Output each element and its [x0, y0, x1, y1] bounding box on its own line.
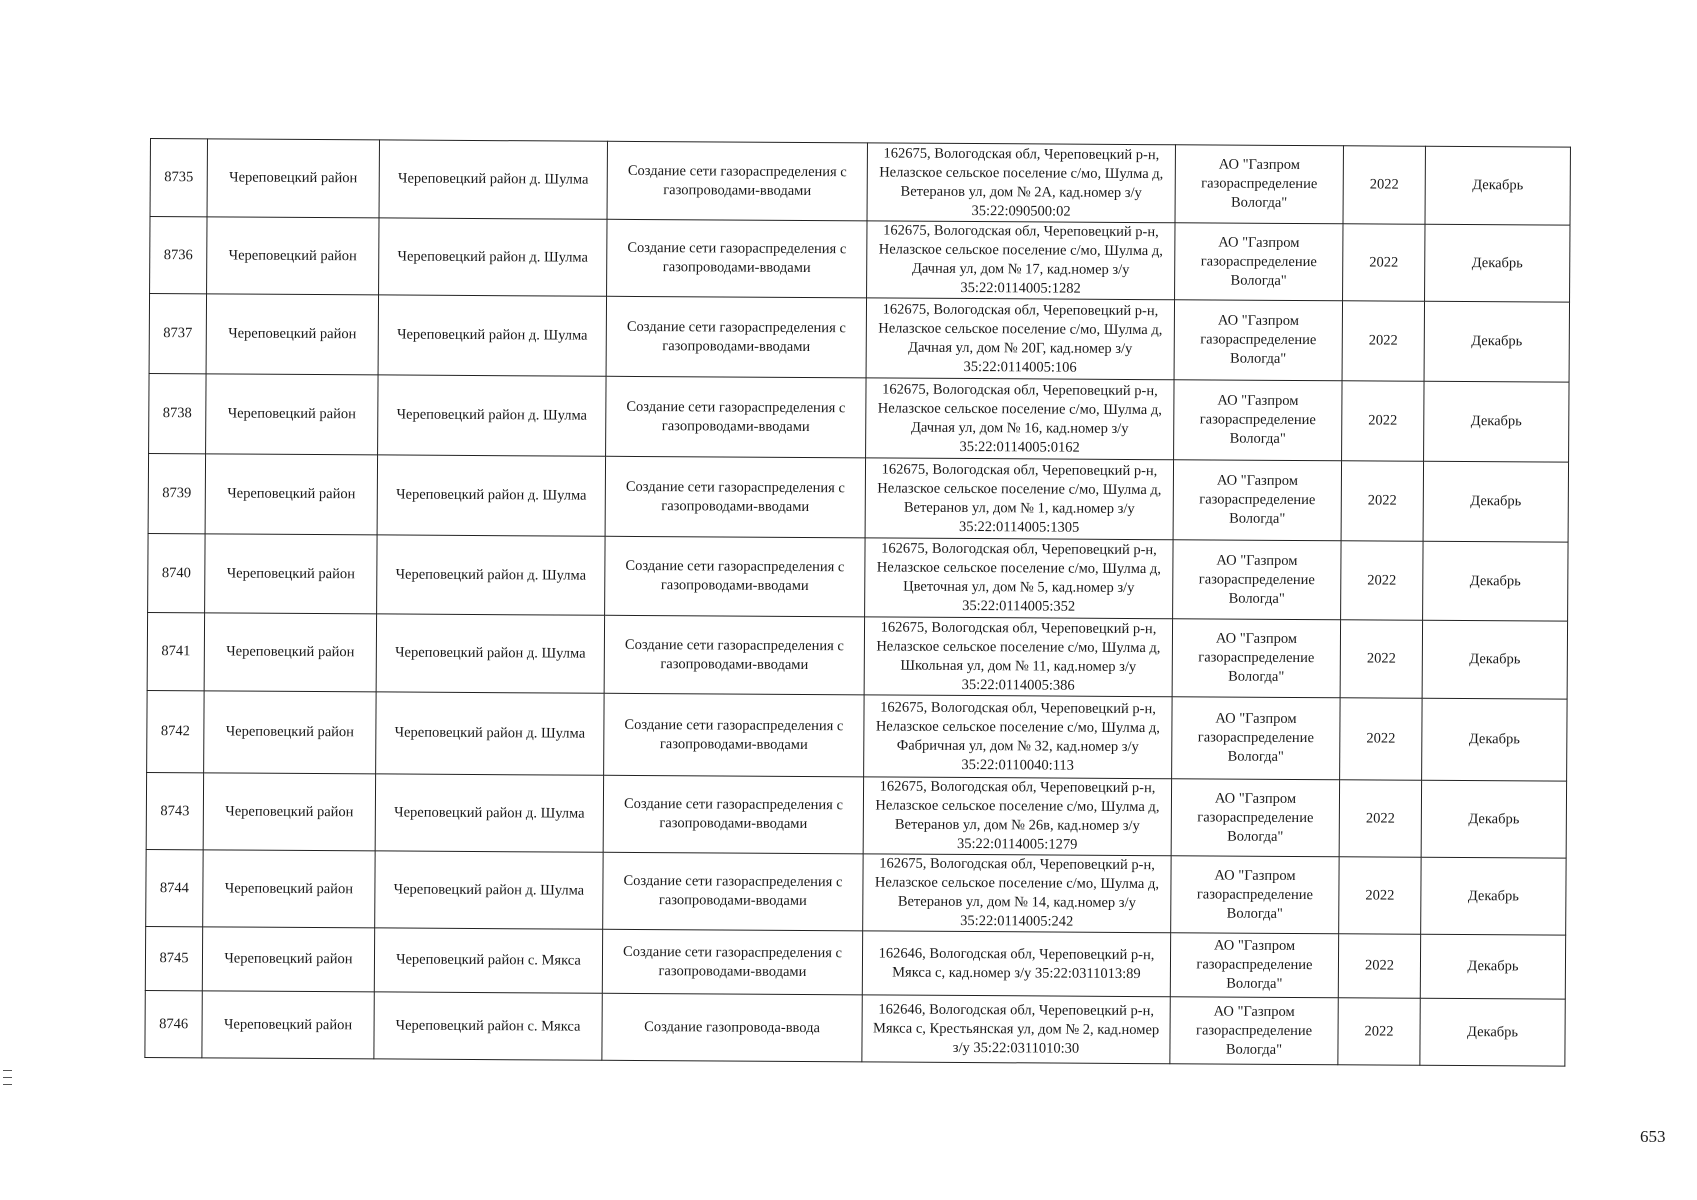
- month-cell: Декабрь: [1422, 620, 1567, 699]
- locality-cell: Череповецкий район д. Шулма: [378, 375, 606, 456]
- table-row: [149, 373, 1569, 462]
- organization-cell: АО "Газпром газораспределение Вологда": [1170, 997, 1338, 1065]
- work-type-cell: Создание сети газораспределения с газопроводами-вводами: [602, 929, 862, 995]
- row-number-cell: 8744: [146, 849, 203, 926]
- district-cell: Череповецкий район: [205, 454, 377, 535]
- work-type-cell: Создание сети газораспределения с газопроводами-вводами: [603, 852, 863, 931]
- month-cell: Декабрь: [1420, 934, 1565, 999]
- table-row: [149, 294, 1569, 383]
- address-cell: 162675, Вологодская обл, Череповецкий р-н, Нелазское сельское поселение с/мо, Шулма д, Дачная ул, дом № 17, кад.номер з/у 35:22:0114005:1282: [867, 221, 1175, 300]
- scan-margin-mark: [3, 1070, 13, 1100]
- district-cell: Череповецкий район: [203, 773, 375, 851]
- month-cell: Декабрь: [1420, 998, 1565, 1066]
- locality-cell: Череповецкий район д. Шулма: [378, 295, 606, 376]
- work-type-cell: Создание сети газораспределения с газопроводами-вводами: [603, 775, 863, 854]
- month-cell: Декабрь: [1425, 146, 1570, 225]
- table-row: [147, 612, 1567, 699]
- year-cell: 2022: [1341, 461, 1423, 541]
- locality-cell: Череповецкий район д. Шулма: [377, 535, 605, 615]
- month-cell: Декабрь: [1422, 698, 1567, 781]
- month-cell: Декабрь: [1421, 857, 1566, 935]
- row-number-cell: 8736: [150, 217, 207, 294]
- year-cell: 2022: [1343, 146, 1425, 224]
- row-number-cell: 8745: [145, 926, 202, 990]
- address-cell: 162675, Вологодская обл, Череповецкий р-н, Нелазское сельское поселение с/мо, Шулма д, Цветочная ул, дом № 5, кад.номер з/у 35:22:0114005:352: [865, 538, 1173, 619]
- address-cell: 162646, Вологодская обл, Череповецкий р-н, Мякса с, кад.номер з/у 35:22:0311013:89: [862, 931, 1170, 997]
- district-cell: Череповецкий район: [204, 691, 376, 774]
- address-cell: 162675, Вологодская обл, Череповецкий р-н, Нелазское сельское поселение с/мо, Шулма д, Школьная ул, дом № 11, кад.номер з/у 35:22:0114005:386: [864, 617, 1172, 697]
- month-cell: Декабрь: [1424, 301, 1569, 382]
- organization-cell: АО "Газпром газораспределение Вологда": [1173, 540, 1341, 620]
- locality-cell: Череповецкий район д. Шулма: [376, 692, 604, 775]
- organization-cell: АО "Газпром газораспределение Вологда": [1171, 856, 1339, 934]
- locality-cell: Череповецкий район с. Мякса: [374, 992, 602, 1060]
- row-number-cell: 8740: [148, 533, 205, 612]
- district-cell: Череповецкий район: [207, 139, 379, 218]
- locality-cell: Череповецкий район д. Шулма: [375, 774, 603, 852]
- locality-cell: Череповецкий район д. Шулма: [375, 851, 603, 929]
- row-number-cell: 8741: [147, 612, 204, 690]
- address-cell: 162646, Вологодская обл, Череповецкий р-н, Мякса с, Крестьянская ул, дом № 2, кад.номер з/у 35:22:0311010:30: [862, 995, 1170, 1064]
- table-row: [146, 772, 1566, 858]
- table-body: [145, 139, 1571, 1067]
- district-cell: Череповецкий район: [205, 534, 377, 614]
- district-cell: Череповецкий район: [206, 294, 378, 375]
- document-table-container: [144, 138, 1571, 1067]
- address-cell: 162675, Вологодская обл, Череповецкий р-н, Нелазское сельское поселение с/мо, Шулма д, Ветеранов ул, дом № 14, кад.номер з/у 35:22:0114005:242: [863, 854, 1171, 933]
- district-cell: Череповецкий район: [207, 217, 379, 295]
- year-cell: 2022: [1339, 780, 1421, 857]
- work-type-cell: Создание сети газораспределения с газопроводами-вводами: [605, 456, 865, 538]
- year-cell: 2022: [1342, 301, 1424, 381]
- row-number-cell: 8746: [145, 990, 202, 1057]
- work-type-cell: Создание сети газораспределения с газопроводами-вводами: [606, 296, 866, 378]
- organization-cell: АО "Газпром газораспределение Вологда": [1175, 145, 1343, 224]
- organization-cell: АО "Газпром газораспределение Вологда": [1170, 933, 1338, 998]
- organization-cell: АО "Газпром газораспределение Вологда": [1172, 697, 1340, 780]
- organization-cell: АО "Газпром газораспределение Вологда": [1172, 619, 1340, 698]
- row-number-cell: 8743: [146, 772, 203, 849]
- month-cell: Декабрь: [1423, 541, 1568, 621]
- row-number-cell: 8742: [147, 690, 204, 772]
- month-cell: Декабрь: [1424, 381, 1569, 462]
- organization-cell: АО "Газпром газораспределение Вологда": [1171, 779, 1339, 857]
- address-cell: 162675, Вологодская обл, Череповецкий р-н, Нелазское сельское поселение с/мо, Шулма д, Ветеранов ул, дом № 1, кад.номер з/у 35:22:0114005:1305: [865, 458, 1173, 540]
- table-row: [150, 139, 1570, 226]
- locality-cell: Череповецкий район д. Шулма: [376, 614, 604, 693]
- organization-cell: АО "Газпром газораспределение Вологда": [1174, 380, 1342, 461]
- address-cell: 162675, Вологодская обл, Череповецкий р-н, Нелазское сельское поселение с/мо, Шулма д, Дачная ул, дом № 20Г, кад.номер з/у 35:22:0114005:106: [866, 298, 1174, 380]
- work-type-cell: Создание сети газораспределения с газопроводами-вводами: [607, 219, 867, 298]
- locality-cell: Череповецкий район с. Мякса: [374, 928, 602, 993]
- district-cell: Череповецкий район: [206, 374, 378, 455]
- row-number-cell: 8739: [148, 453, 205, 533]
- year-cell: 2022: [1340, 620, 1422, 698]
- month-cell: Декабрь: [1425, 224, 1570, 302]
- work-type-cell: Создание газопровода-ввода: [602, 993, 862, 1062]
- month-cell: Декабрь: [1423, 461, 1568, 542]
- row-number-cell: 8737: [149, 294, 206, 374]
- address-cell: 162675, Вологодская обл, Череповецкий р-н, Нелазское сельское поселение с/мо, Шулма д, Фабричная ул, дом № 32, кад.номер з/у 35:22:0110040:113: [864, 695, 1172, 779]
- month-cell: Декабрь: [1421, 780, 1566, 858]
- district-cell: Череповецкий район: [202, 927, 374, 992]
- table-row: [147, 690, 1567, 781]
- locality-cell: Череповецкий район д. Шулма: [379, 218, 607, 296]
- organization-cell: АО "Газпром газораспределение Вологда": [1173, 460, 1341, 541]
- page-number: 653: [1640, 1127, 1666, 1146]
- year-cell: 2022: [1340, 698, 1422, 780]
- year-cell: 2022: [1339, 857, 1421, 934]
- table-row: [148, 453, 1568, 542]
- row-number-cell: 8738: [149, 373, 206, 453]
- year-cell: 2022: [1338, 934, 1420, 998]
- work-type-cell: Создание сети газораспределения с газопроводами-вводами: [604, 693, 864, 777]
- address-cell: 162675, Вологодская обл, Череповецкий р-н, Нелазское сельское поселение с/мо, Шулма д, Дачная ул, дом № 16, кад.номер з/у 35:22:0114005:0162: [866, 378, 1174, 460]
- table-row: [145, 926, 1565, 999]
- table-row: [146, 849, 1566, 935]
- district-cell: Череповецкий район: [203, 850, 375, 928]
- locality-cell: Череповецкий район д. Шулма: [379, 140, 607, 219]
- year-cell: 2022: [1343, 224, 1425, 301]
- work-type-cell: Создание сети газораспределения с газопроводами-вводами: [607, 141, 867, 221]
- gasification-table: [144, 138, 1571, 1067]
- table-row: [145, 990, 1565, 1066]
- work-type-cell: Создание сети газораспределения с газопроводами-вводами: [604, 615, 864, 695]
- table-row: [148, 533, 1568, 621]
- row-number-cell: 8735: [150, 139, 207, 217]
- organization-cell: АО "Газпром газораспределение Вологда": [1174, 300, 1342, 381]
- locality-cell: Череповецкий район д. Шулма: [377, 455, 605, 536]
- organization-cell: АО "Газпром газораспределение Вологда": [1175, 223, 1343, 301]
- address-cell: 162675, Вологодская обл, Череповецкий р-н, Нелазское сельское поселение с/мо, Шулма д, Ветеранов ул, дом № 26в, кад.номер з/у 35:22:0114005:1279: [863, 777, 1171, 856]
- table-row: [150, 217, 1570, 303]
- district-cell: Череповецкий район: [202, 991, 374, 1059]
- work-type-cell: Создание сети газораспределения с газопроводами-вводами: [605, 536, 865, 617]
- work-type-cell: Создание сети газораспределения с газопроводами-вводами: [606, 376, 866, 458]
- year-cell: 2022: [1342, 381, 1424, 461]
- year-cell: 2022: [1341, 541, 1423, 620]
- address-cell: 162675, Вологодская обл, Череповецкий р-н, Нелазское сельское поселение с/мо, Шулма д, Ветеранов ул, дом № 2А, кад.номер з/у 35:22:090500:02: [867, 143, 1175, 223]
- district-cell: Череповецкий район: [204, 613, 376, 692]
- year-cell: 2022: [1338, 998, 1420, 1065]
